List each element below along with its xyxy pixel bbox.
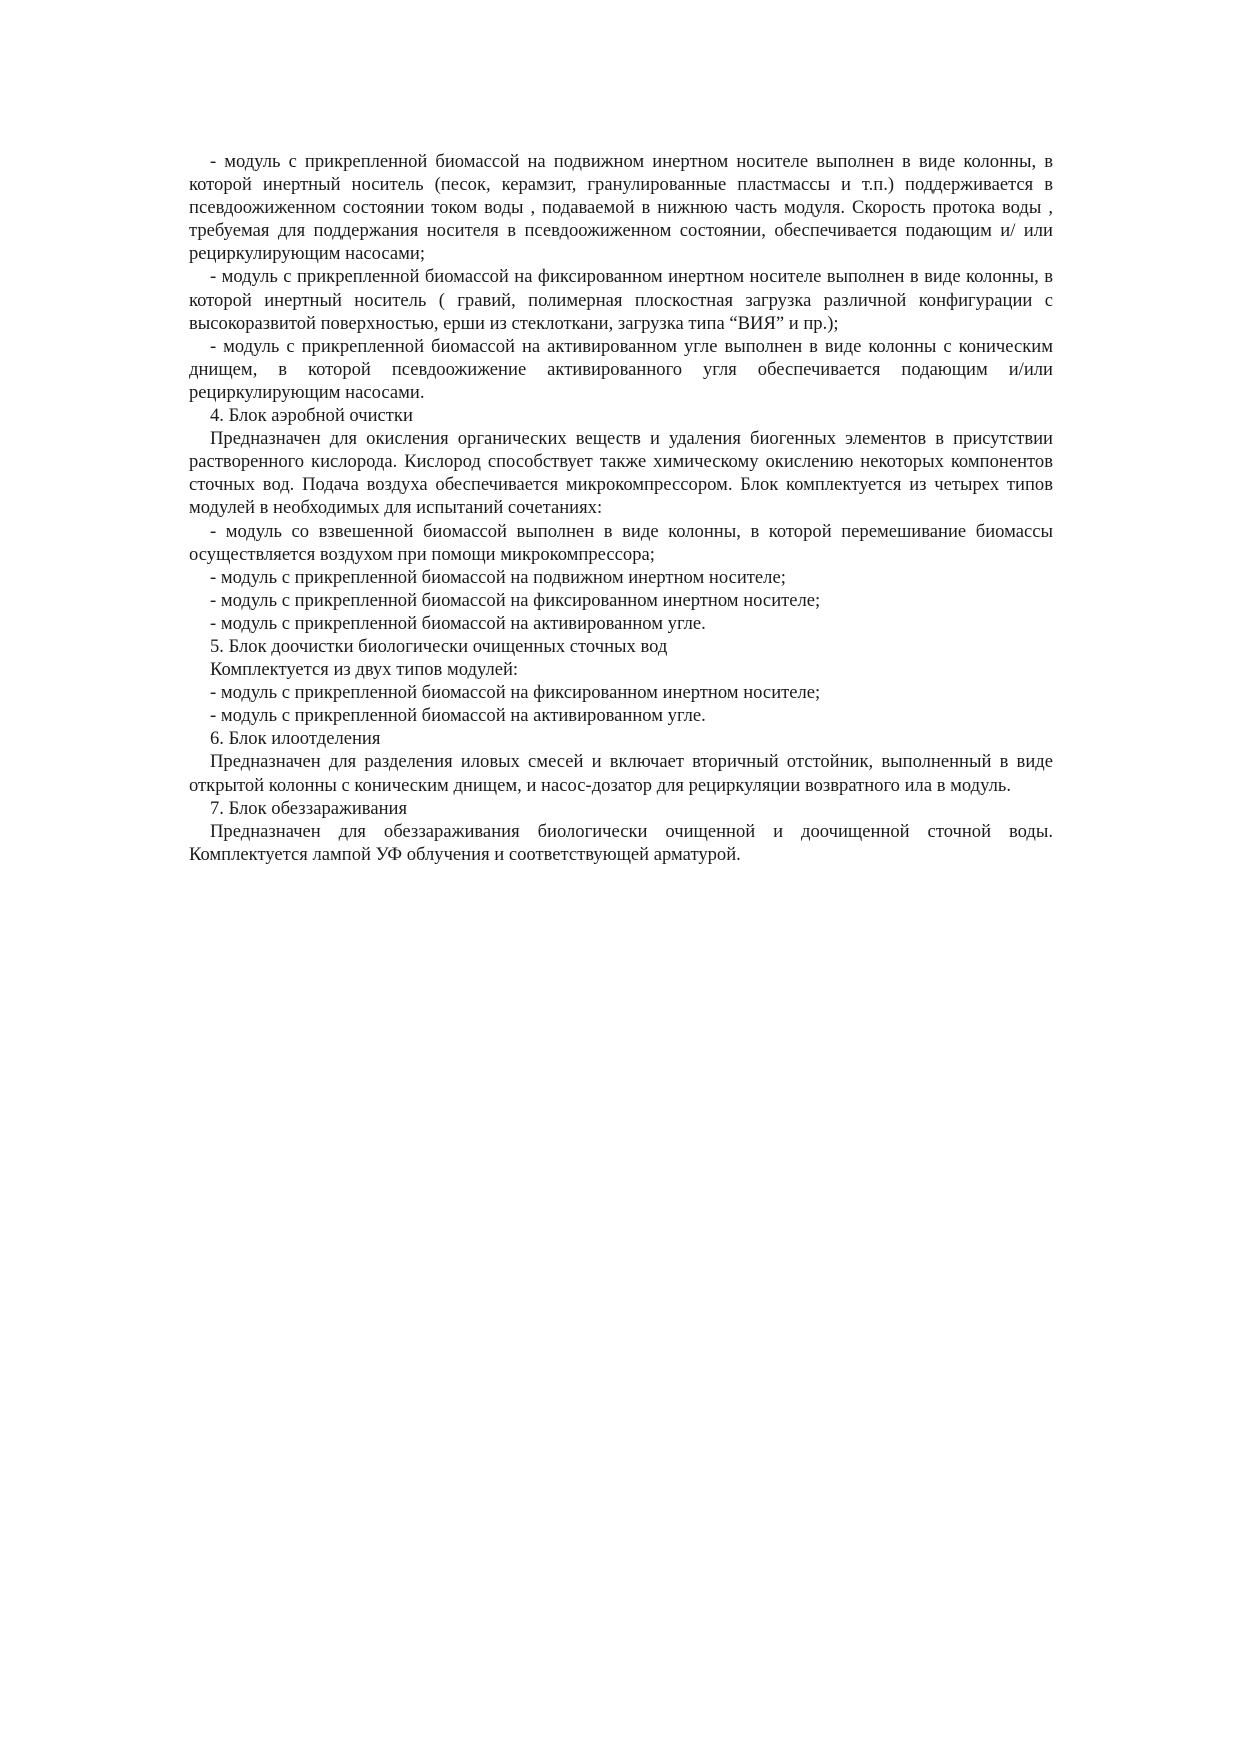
paragraph-disinfection-description: Предназначен для обеззараживания биологически очищенной и доочищенной сточной воды. Комплектуется лампой УФ облучения и соответствующей арматурой. — [189, 820, 1053, 865]
section-heading-aerobic: 4. Блок аэробной очистки — [210, 405, 413, 427]
section-heading-disinfection: 7. Блок обеззараживания — [210, 797, 408, 819]
list-item: - модуль с прикрепленной биомассой на активированном угле. — [210, 612, 706, 634]
list-item: - модуль с прикрепленной биомассой на фиксированном инертном носителе; — [210, 589, 821, 611]
list-item: - модуль с прикрепленной биомассой на активированном угле. — [210, 705, 706, 727]
list-item-moving-carrier-module: - модуль с прикрепленной биомассой на подвижном инертном носителе выполнен в виде колонны, в которой инертный носитель (песок, керамзит, гранулированные пластмассы и т.п.) поддерживается в псевдоожиженном состоянии током воды , подаваемой в нижнюю часть модуля. Скорость протока воды , требуемая для поддержания носителя в псевдоожиженном состоянии, обеспечивается подающим и/ или рециркулирующим насосами; — [189, 151, 1053, 265]
paragraph-post-treatment-intro: Комплектуется из двух типов модулей: — [210, 659, 519, 681]
list-item: - модуль с прикрепленной биомассой на подвижном инертном носителе; — [210, 566, 786, 588]
list-item-activated-carbon-module: - модуль с прикрепленной биомассой на активированном угле выполнен в виде колонны с коническим днищем, в которой псевдоожижение активированного угля обеспечивается подающим и/или рециркулирующим насосами. — [189, 335, 1053, 403]
paragraph-aerobic-description: Предназначен для окисления органических веществ и удаления биогенных элементов в присутствии растворенного кислорода. Кислород способствует также химическому окислению некоторых компонентов сточных вод. Подача воздуха обеспечивается микрокомпрессором. Блок комплектуется из четырех типов модулей в необходимых для испытаний сочетаниях: — [189, 428, 1053, 519]
document-page — [189, 150, 1053, 866]
list-item-fixed-carrier-module: - модуль с прикрепленной биомассой на фиксированном инертном носителе выполнен в виде колонны, в которой инертный носитель ( гравий, полимерная плоскостная загрузка различной конфигурации с высокоразвитой поверхностью, ерши из стеклоткани, загрузка типа “ВИЯ” и пр.); — [189, 266, 1053, 334]
paragraph-sludge-separation-description: Предназначен для разделения иловых смесей и включает вторичный отстойник, выполненный в виде открытой колонны с коническим днищем, и насос-дозатор для рециркуляции возвратного ила в модуль. — [189, 751, 1053, 796]
section-heading-sludge-separation: 6. Блок илоотделения — [210, 728, 381, 750]
list-item: - модуль с прикрепленной биомассой на фиксированном инертном носителе; — [210, 682, 821, 704]
section-heading-post-treatment: 5. Блок доочистки биологически очищенных сточных вод — [210, 635, 668, 657]
list-item-suspended-biomass-module: - модуль со взвешенной биомассой выполнен в виде колонны, в которой перемешивание биомассы осуществляется воздухом при помощи микрокомпрессора; — [189, 520, 1053, 565]
